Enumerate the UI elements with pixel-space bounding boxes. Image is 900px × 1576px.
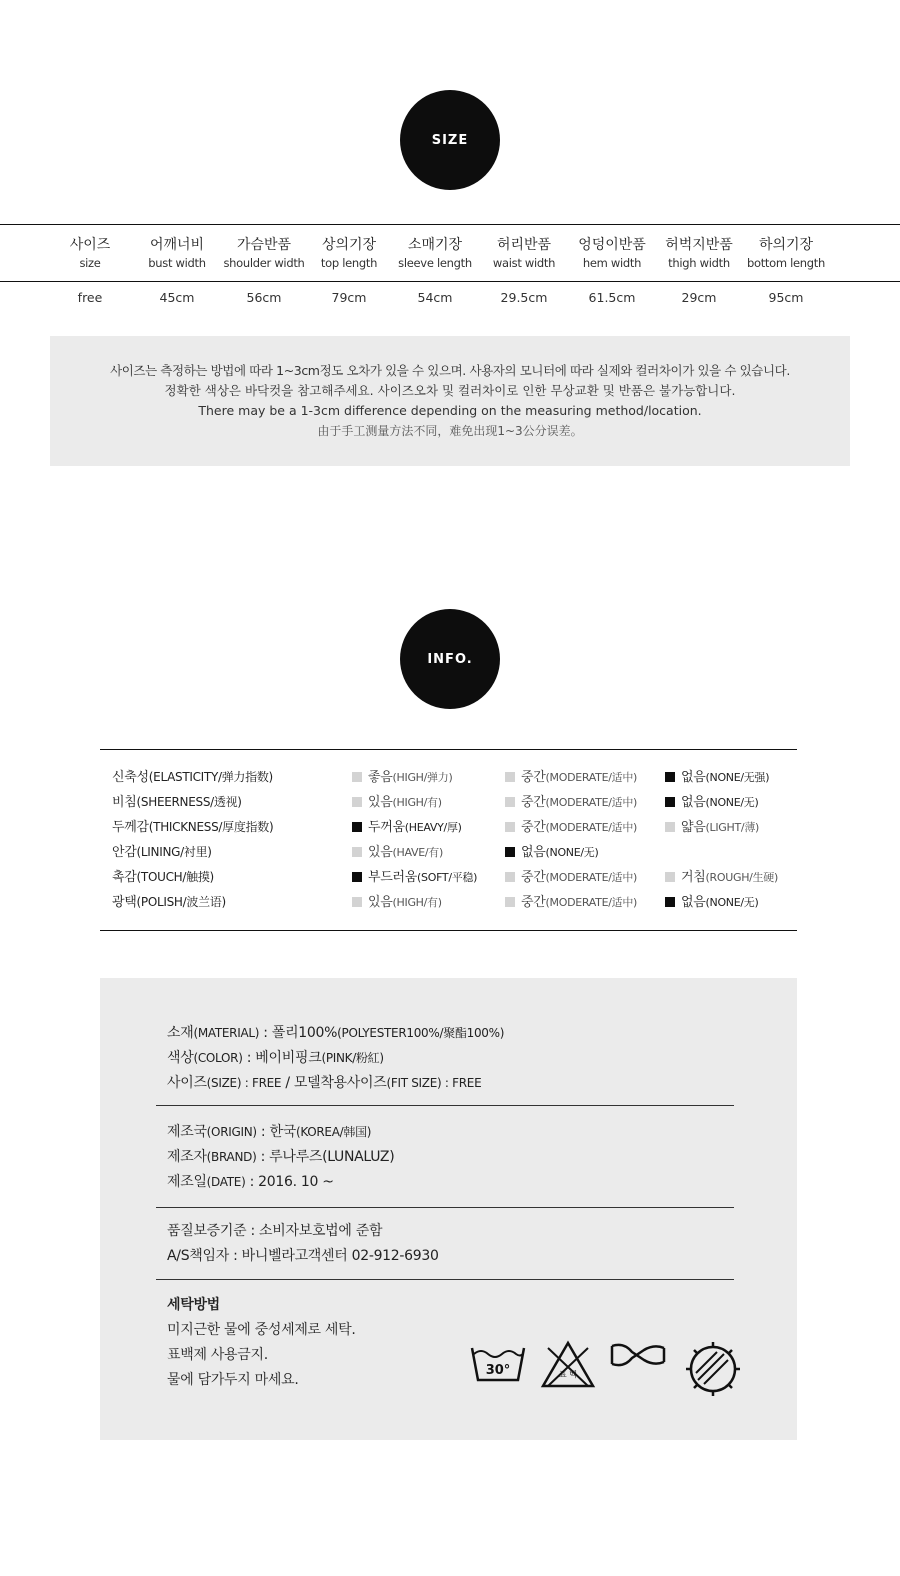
- header-ko: 가슴반품: [236, 237, 292, 253]
- info-option: [352, 791, 442, 814]
- detail-divider: [156, 1207, 734, 1208]
- care-icons: [470, 1340, 740, 1400]
- size-value: [132, 288, 222, 308]
- size-value-text: 95cm: [768, 290, 804, 305]
- info-option-selected: [665, 791, 759, 814]
- filled-square-icon: [665, 897, 675, 907]
- option-ko: 있음: [368, 895, 393, 910]
- care-line: 물에 담가두지 마세요.: [167, 1372, 299, 1388]
- option-sub: (NONE/无): [705, 796, 759, 809]
- origin-value-sub: (KOREA/韩国): [295, 1125, 372, 1139]
- info-option: [505, 816, 637, 839]
- option-sub: (MODERATE/适中): [545, 796, 638, 809]
- size-header-shoulder: [219, 235, 309, 271]
- empty-square-icon: [505, 872, 515, 882]
- size-header-thigh: [654, 235, 744, 271]
- color-value-sub: (PINK/粉紅): [321, 1051, 384, 1065]
- option-sub: (MODERATE/适中): [545, 771, 638, 784]
- size-value-text: 61.5cm: [588, 290, 636, 305]
- date-line: [167, 1170, 334, 1195]
- size-notice: [50, 336, 850, 466]
- header-en: bust width: [148, 256, 206, 270]
- notice-line: 사이즈는 측정하는 방법에 따라 1~3cm정도 오차가 있을 수 있으며. 사용자의 모니터에 따라 실제와 컬러차이가 있을 수 있습니다.: [110, 363, 790, 378]
- header-ko: 상의기장: [321, 237, 377, 253]
- size-value: [45, 288, 135, 308]
- info-label-sub: (POLISH/波兰语): [136, 895, 226, 909]
- header-en: bottom length: [746, 256, 825, 270]
- no-tumble-dry-icon: [684, 1340, 742, 1398]
- empty-square-icon: [505, 772, 515, 782]
- date-key-sub: (DATE): [206, 1175, 246, 1189]
- size-value: [219, 288, 309, 308]
- option-sub: (LIGHT/薄): [705, 821, 760, 834]
- info-option: [505, 791, 637, 814]
- info-option: [352, 891, 442, 914]
- info-option-selected: [352, 816, 462, 839]
- header-ko: 엉덩이반품: [578, 237, 646, 253]
- option-sub: (HIGH/有): [392, 796, 442, 809]
- filled-square-icon: [352, 822, 362, 832]
- option-ko: 없음: [681, 895, 706, 910]
- option-ko: 없음: [521, 845, 546, 860]
- header-ko: 사이즈: [69, 237, 111, 253]
- info-row-label: [112, 816, 273, 839]
- material-value: : 폴리100%: [259, 1025, 338, 1041]
- size-header-sleeve: [390, 235, 480, 271]
- material-key-sub: (MATERIAL): [193, 1026, 260, 1040]
- option-ko: 중간: [521, 870, 546, 885]
- header-ko: 소매기장: [407, 237, 463, 253]
- size-header-size: [45, 235, 135, 271]
- wash-temp-label: 30°: [485, 1363, 511, 1378]
- option-ko: 얇음: [681, 820, 706, 835]
- size-header-waist: [479, 235, 569, 271]
- info-row: [100, 766, 800, 788]
- option-sub: (SOFT/平稳): [417, 871, 478, 884]
- size-value: [741, 288, 831, 308]
- size-value-text: 29.5cm: [500, 290, 548, 305]
- empty-square-icon: [352, 797, 362, 807]
- option-ko: 좋음: [368, 770, 393, 785]
- filled-square-icon: [505, 847, 515, 857]
- wash-30-icon: [470, 1340, 526, 1384]
- option-sub: (HIGH/弹力): [392, 771, 453, 784]
- info-label-ko: 신축성: [112, 770, 149, 785]
- header-en: sleeve length: [398, 256, 472, 270]
- size-badge: [400, 90, 500, 190]
- option-ko: 중간: [521, 770, 546, 785]
- quality-line: 품질보증기준 : 소비자보호법에 준함: [167, 1223, 383, 1239]
- info-row: [100, 791, 800, 813]
- date-key: 제조일: [167, 1174, 207, 1190]
- option-ko: 거침: [681, 870, 706, 885]
- info-label-sub: (THICKNESS/厚度指数): [148, 820, 274, 834]
- option-sub: (MODERATE/适中): [545, 871, 638, 884]
- header-en: shoulder width: [223, 256, 305, 270]
- color-key: 색상: [167, 1050, 194, 1066]
- info-option: [665, 816, 759, 839]
- size-table-mid-rule: [0, 281, 900, 282]
- option-ko: 두꺼움: [368, 820, 405, 835]
- header-en: size: [79, 256, 101, 270]
- filled-square-icon: [665, 772, 675, 782]
- color-line: [167, 1046, 384, 1071]
- no-bleach-icon: [540, 1340, 596, 1390]
- info-row: [100, 866, 800, 888]
- info-row: [100, 891, 800, 913]
- size-value: [567, 288, 657, 308]
- size-value-text: 79cm: [331, 290, 367, 305]
- info-option: [352, 841, 443, 864]
- info-option-selected: [352, 866, 477, 889]
- care-title: 세탁방법: [167, 1297, 220, 1313]
- info-option: [352, 766, 452, 789]
- as-line: A/S책임자 : 바니벨라고객센터 02-912-6930: [167, 1248, 439, 1264]
- size-key-sub: (SIZE) : FREE: [206, 1076, 282, 1090]
- info-label-sub: (TOUCH/触摸): [136, 870, 214, 884]
- origin-value: : 한국: [256, 1124, 296, 1140]
- option-ko: 없음: [681, 770, 706, 785]
- origin-line: [167, 1120, 371, 1145]
- material-value-sub: (POLYESTER100%/聚酯100%): [337, 1026, 505, 1040]
- empty-square-icon: [505, 822, 515, 832]
- date-value: : 2016. 10 ~: [245, 1174, 334, 1190]
- size-table-row: [0, 288, 900, 308]
- option-ko: 중간: [521, 820, 546, 835]
- info-row-label: [112, 866, 214, 889]
- size-header-bust: [132, 235, 222, 271]
- info-label-ko: 안감: [112, 845, 137, 860]
- info-label-ko: 비침: [112, 795, 137, 810]
- info-label-ko: 촉감: [112, 870, 137, 885]
- info-row-label: [112, 766, 273, 789]
- filled-square-icon: [352, 872, 362, 882]
- size-value-text: 54cm: [417, 290, 453, 305]
- info-row-label: [112, 791, 242, 814]
- info-label-sub: (ELASTICITY/弹力指数): [148, 770, 273, 784]
- material-key: 소재: [167, 1025, 194, 1041]
- header-en: waist width: [492, 256, 556, 270]
- care-line: 표백제 사용금지.: [167, 1347, 268, 1363]
- brand-key: 제조자: [167, 1149, 207, 1165]
- material-line: [167, 1021, 504, 1046]
- info-row: [100, 841, 800, 863]
- size-value-text: 56cm: [246, 290, 282, 305]
- option-sub: (ROUGH/生硬): [705, 871, 778, 884]
- brand-value: : 루나루즈(LUNALUZ): [256, 1149, 395, 1165]
- size-value-text: 45cm: [159, 290, 195, 305]
- header-en: thigh width: [668, 256, 730, 270]
- fit-size-key: / 모델착용사이즈: [281, 1075, 387, 1091]
- option-ko: 중간: [521, 895, 546, 910]
- option-ko: 부드러움: [368, 870, 418, 885]
- size-value-text: free: [77, 290, 103, 305]
- option-sub: (HAVE/有): [392, 846, 443, 859]
- brand-key-sub: (BRAND): [206, 1150, 257, 1164]
- notice-line: There may be a 1-3cm difference depending on the measuring method/location.: [198, 403, 702, 418]
- no-wring-icon: [610, 1340, 666, 1370]
- empty-square-icon: [505, 897, 515, 907]
- info-row: [100, 816, 800, 838]
- info-option-selected: [665, 891, 759, 914]
- size-header-bottom-length: [741, 235, 831, 271]
- size-table-top-rule: [0, 224, 900, 225]
- size-header-top-length: [304, 235, 394, 271]
- info-row-label: [112, 841, 212, 864]
- header-ko: 허벅지반품: [665, 237, 733, 253]
- notice-line: 由于手工测量方法不同，难免出现1~3公分误差。: [317, 424, 583, 438]
- empty-square-icon: [352, 847, 362, 857]
- size-key: 사이즈: [167, 1075, 207, 1091]
- info-badge-label: INFO.: [427, 651, 473, 667]
- product-details: [100, 978, 797, 1440]
- size-badge-label: SIZE: [431, 132, 469, 148]
- info-bottom-rule: [100, 930, 797, 931]
- info-option-selected: [505, 841, 599, 864]
- header-en: hem width: [582, 256, 642, 270]
- care-line: 미지근한 물에 중성세제로 세탁.: [167, 1322, 356, 1338]
- empty-square-icon: [352, 772, 362, 782]
- filled-square-icon: [665, 797, 675, 807]
- color-value: : 베이비핑크: [242, 1050, 322, 1066]
- header-ko: 어깨너비: [149, 237, 205, 253]
- info-option: [505, 891, 637, 914]
- option-ko: 없음: [681, 795, 706, 810]
- info-option: [505, 766, 637, 789]
- notice-line: 정확한 색상은 바닥컷을 참고해주세요. 사이즈오차 및 컬러차이로 인한 무상교환 및 반품은 불가능합니다.: [164, 383, 736, 398]
- info-top-rule: [100, 749, 797, 750]
- option-sub: (MODERATE/适中): [545, 896, 638, 909]
- size-value: [654, 288, 744, 308]
- info-label-ko: 광택: [112, 895, 137, 910]
- empty-square-icon: [665, 872, 675, 882]
- header-ko: 하의기장: [758, 237, 814, 253]
- option-ko: 중간: [521, 795, 546, 810]
- origin-key-sub: (ORIGIN): [206, 1125, 257, 1139]
- color-key-sub: (COLOR): [193, 1051, 243, 1065]
- origin-key: 제조국: [167, 1124, 207, 1140]
- option-sub: (HIGH/有): [392, 896, 442, 909]
- size-table-header: [0, 235, 900, 279]
- option-sub: (NONE/无): [545, 846, 599, 859]
- detail-divider: [156, 1105, 734, 1106]
- fit-size-value: (FIT SIZE) : FREE: [386, 1076, 482, 1090]
- size-value-text: 29cm: [681, 290, 717, 305]
- option-sub: (MODERATE/适中): [545, 821, 638, 834]
- header-en: top length: [320, 256, 378, 270]
- size-header-hem: [567, 235, 657, 271]
- detail-divider: [156, 1279, 734, 1280]
- info-option: [505, 866, 637, 889]
- option-sub: (HEAVY/厚): [404, 821, 462, 834]
- size-line: [167, 1071, 481, 1096]
- info-label-sub: (SHEERNESS/透视): [136, 795, 242, 809]
- size-value: [304, 288, 394, 308]
- size-value: [390, 288, 480, 308]
- info-label-ko: 두께감: [112, 820, 149, 835]
- info-option-selected: [665, 766, 769, 789]
- bleach-label: 표 백: [559, 1370, 577, 1379]
- option-ko: 있음: [368, 845, 393, 860]
- empty-square-icon: [505, 797, 515, 807]
- info-option: [665, 866, 778, 889]
- empty-square-icon: [352, 897, 362, 907]
- option-sub: (NONE/无): [705, 896, 759, 909]
- size-value: [479, 288, 569, 308]
- option-sub: (NONE/无强): [705, 771, 770, 784]
- empty-square-icon: [665, 822, 675, 832]
- header-ko: 허리반품: [496, 237, 552, 253]
- info-row-label: [112, 891, 226, 914]
- info-badge: [400, 609, 500, 709]
- info-label-sub: (LINING/衬里): [136, 845, 212, 859]
- option-ko: 있음: [368, 795, 393, 810]
- brand-line: [167, 1145, 394, 1170]
